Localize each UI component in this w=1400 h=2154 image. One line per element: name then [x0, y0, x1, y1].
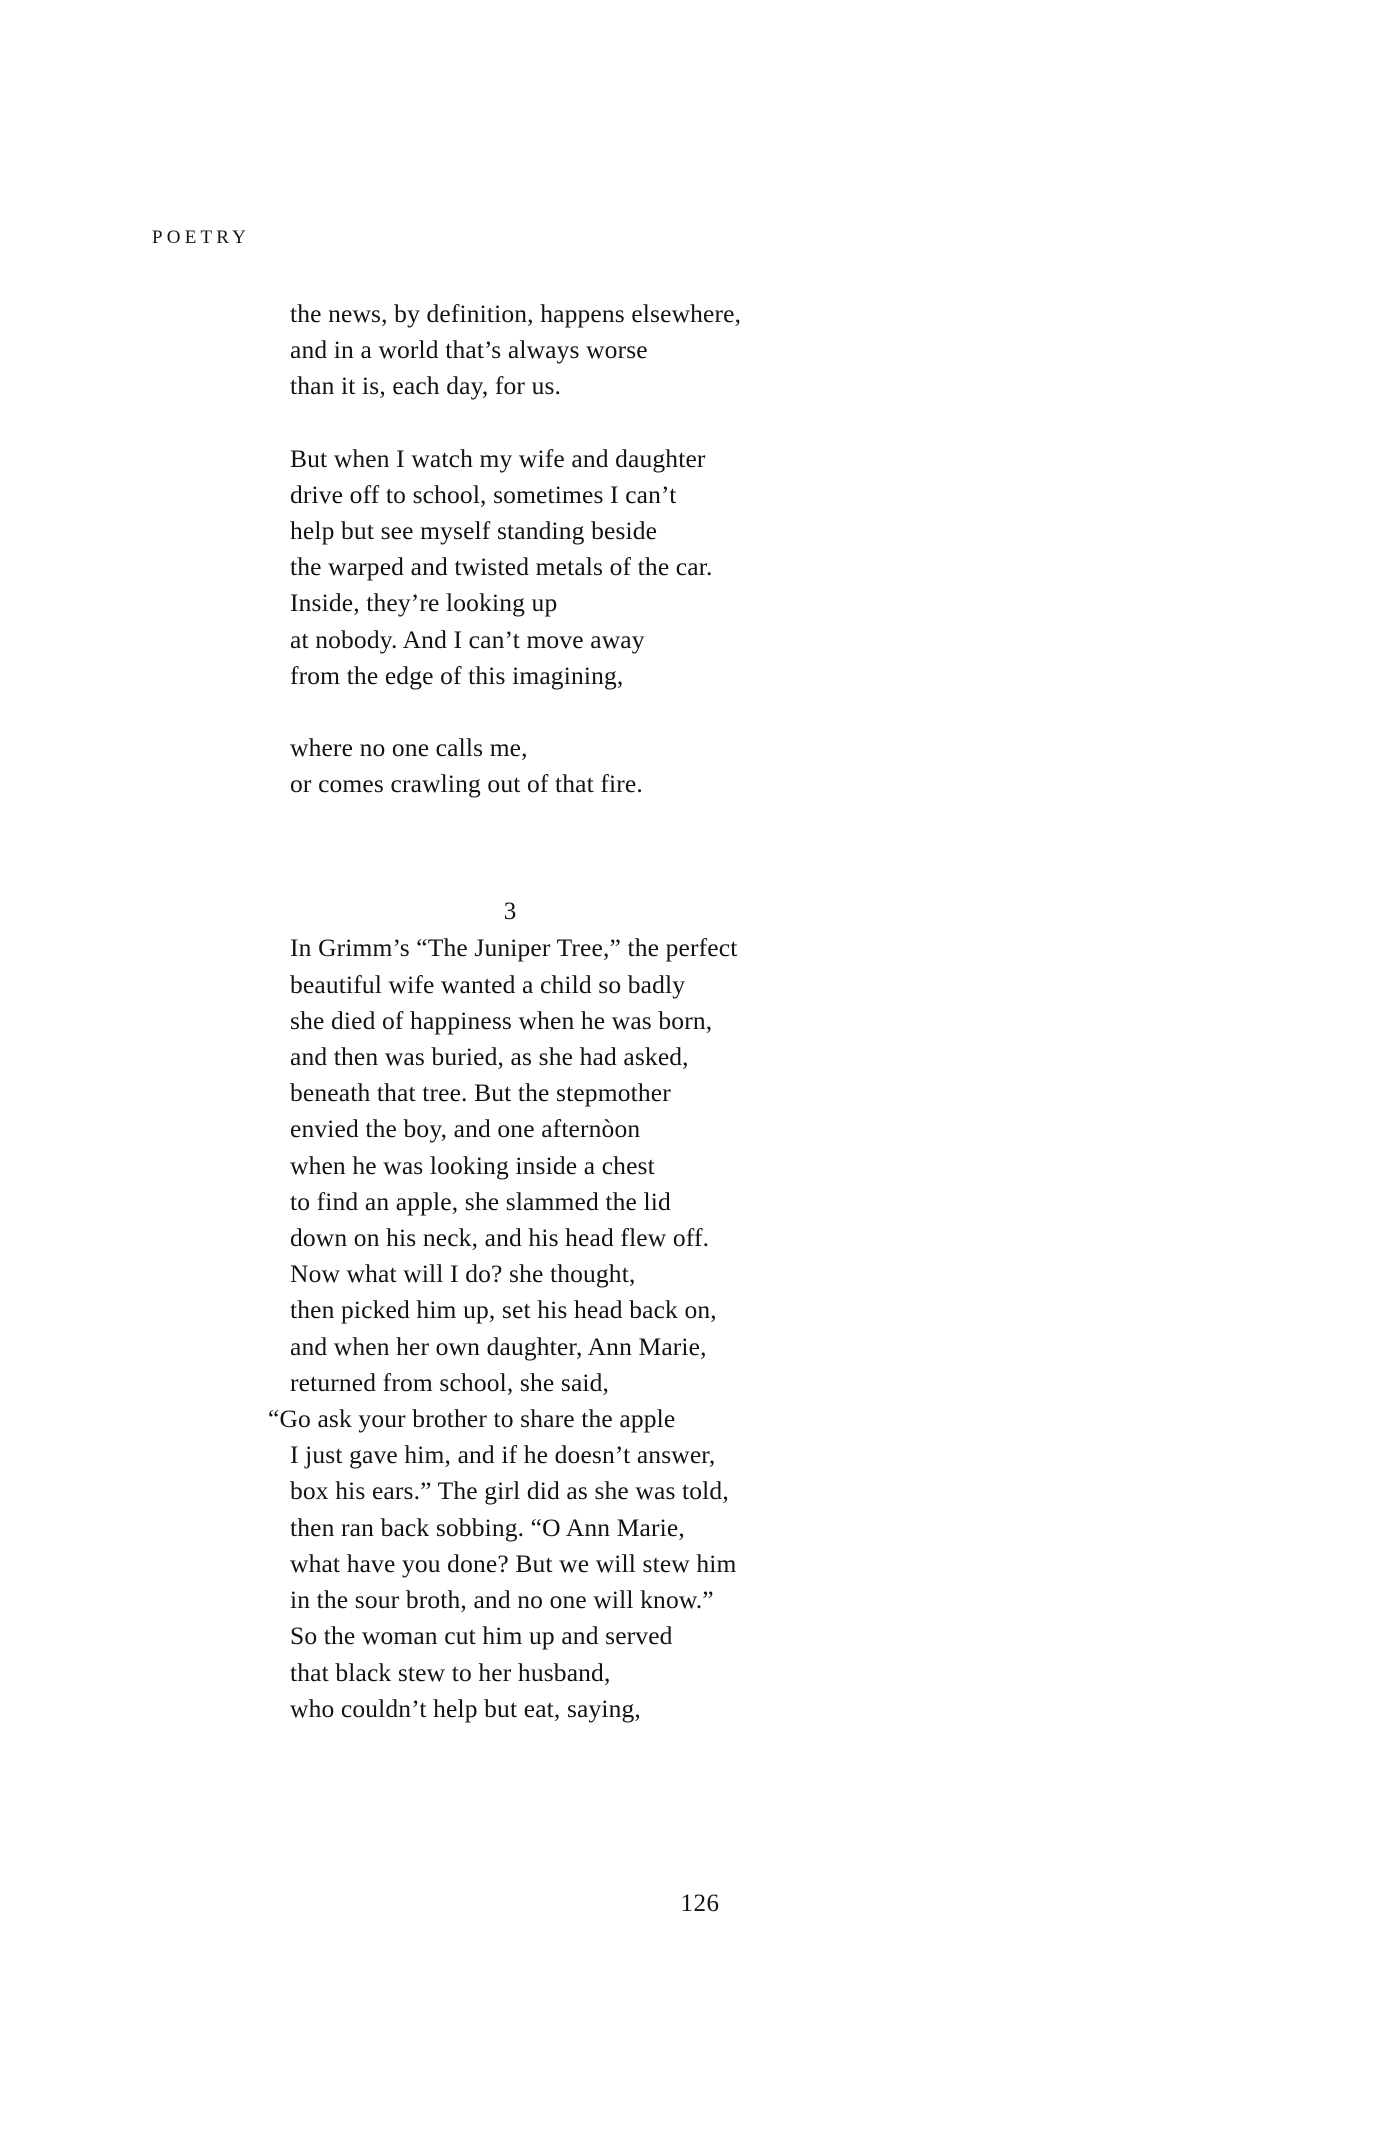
poem-line: the news, by definition, happens elsewhere,	[290, 299, 742, 328]
poem-line: and when her own daughter, Ann Marie,	[290, 1331, 707, 1361]
poem-line: box his ears.” The girl did as she was told,	[290, 1476, 729, 1506]
poem-line: beneath that tree. But the stepmother	[290, 1078, 671, 1108]
poem-line: that black stew to her husband,	[290, 1657, 611, 1687]
poem-line: then picked him up, set his head back on,	[290, 1295, 717, 1325]
stanza-3	[290, 730, 1110, 802]
poem-line: or comes crawling out of that fire.	[290, 769, 643, 799]
poem-line: returned from school, she said,	[290, 1367, 610, 1397]
poem-line: from the edge of this imagining,	[290, 660, 624, 690]
poem-line: what have you done? But we will stew him	[290, 1548, 737, 1578]
poem-line: where no one calls me,	[290, 733, 528, 763]
poem-line: So the woman cut him up and served	[290, 1621, 673, 1651]
poem-line: help but see myself standing beside	[290, 516, 658, 546]
poem-body	[268, 296, 1110, 1727]
poem-line: down on his neck, and his head flew off.	[290, 1223, 710, 1253]
poem-line: at nobody. And I can’t move away	[290, 624, 645, 654]
poem-line: I just gave him, and if he doesn’t answer,	[290, 1440, 716, 1470]
poem-line: drive off to school, sometimes I can’t	[290, 479, 677, 509]
poem-line: in the sour broth, and no one will know.”	[290, 1585, 714, 1615]
poem-line: “Go ask your brother to share the apple	[268, 1404, 676, 1434]
poem-line: when he was looking inside a chest	[290, 1150, 655, 1180]
running-head: POETRY	[152, 227, 251, 248]
poem-line: and then was buried, as she had asked,	[290, 1042, 689, 1072]
poem-line: then ran back sobbing. “O Ann Marie,	[290, 1512, 685, 1542]
poem-stanza-container	[268, 296, 1110, 1727]
poem-line: In Grimm’s “The Juniper Tree,” the perfect	[290, 933, 738, 963]
poem-line: to find an apple, she slammed the lid	[290, 1186, 671, 1216]
stanza-1	[290, 296, 1110, 405]
page-number: 126	[680, 1890, 720, 1917]
poem-line: the warped and twisted metals of the car.	[290, 552, 713, 582]
poem-line: Now what will I do? she thought,	[290, 1259, 636, 1289]
poem-line: she died of happiness when he was born,	[290, 1005, 713, 1035]
poem-line: envied the boy, and one afternòon	[290, 1114, 641, 1144]
poem-line: who couldn’t help but eat, saying,	[290, 1693, 641, 1723]
section-spacer	[290, 802, 1110, 894]
poem-line: beautiful wife wanted a child so badly	[290, 969, 686, 999]
poem-line: But when I watch my wife and daughter	[290, 443, 706, 473]
stanza-section-3	[268, 930, 1110, 1726]
section-number-row	[290, 894, 1110, 930]
poem-line: Inside, they’re looking up	[290, 588, 558, 618]
poem-line: and in a world that’s always worse	[290, 335, 648, 365]
section-number: 3	[503, 898, 517, 926]
poem-line: than it is, each day, for us.	[290, 371, 562, 401]
stanza-2	[290, 441, 1110, 694]
